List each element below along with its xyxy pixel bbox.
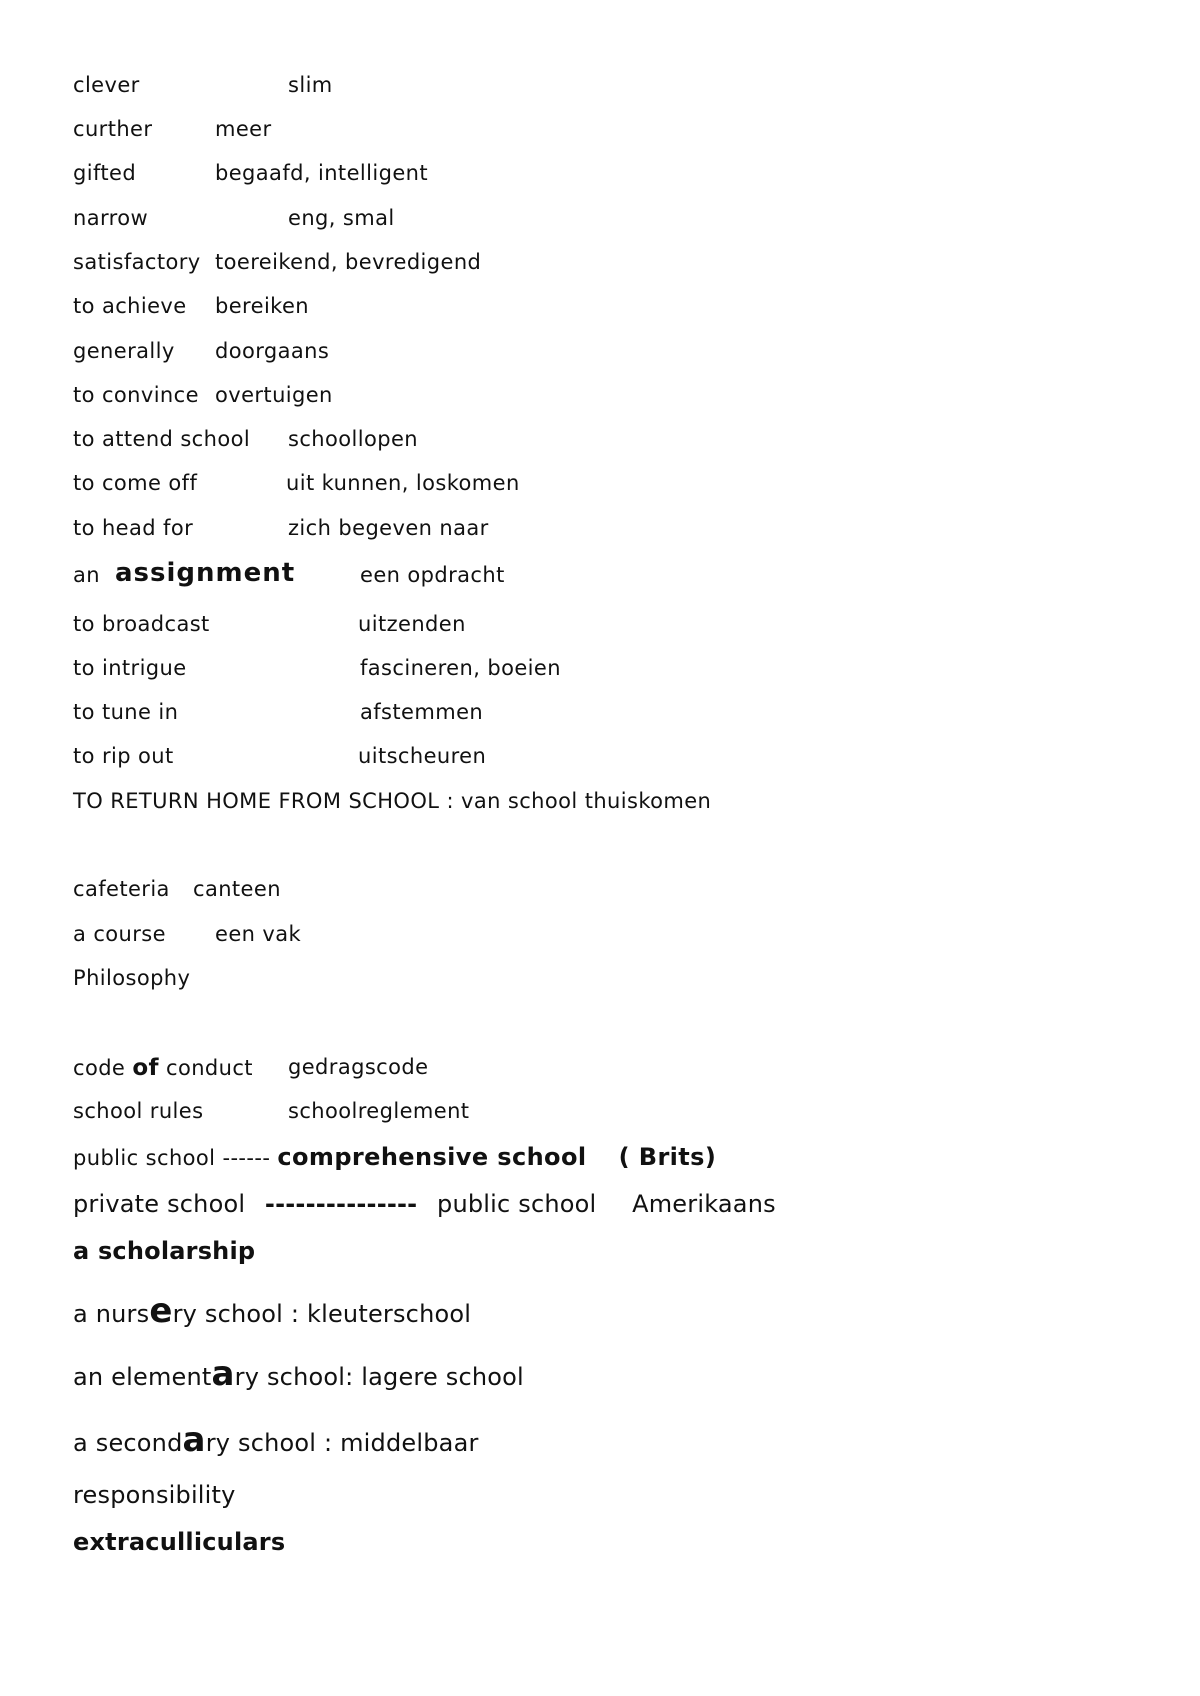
term-nl: canteen [193, 877, 281, 901]
code-of: of [132, 1055, 159, 1081]
term-nl: eng, smal [288, 206, 395, 230]
public-school-pre: public school ------ [73, 1146, 271, 1170]
term-en: curther [73, 117, 153, 141]
comprehensive-school: comprehensive school [277, 1143, 587, 1171]
elementary-accent: a [211, 1354, 235, 1394]
assignment-article: an [73, 563, 100, 587]
return-home-line: TO RETURN HOME FROM SCHOOL : van school thuiskomen [73, 789, 712, 813]
term-en: narrow [73, 206, 149, 230]
assignment-row [73, 558, 505, 588]
term-en: satisfactory [73, 250, 201, 274]
extracurriculars-line: extraculliculars [73, 1528, 286, 1556]
public-school-note: ( Brits) [618, 1143, 717, 1171]
term-en: to broadcast [73, 612, 210, 636]
term-en: to achieve [73, 294, 187, 318]
code-pre: code [73, 1056, 126, 1080]
public-school: public school [437, 1190, 597, 1218]
term-en: cafeteria [73, 877, 170, 901]
nursery-pre: a nurs [73, 1300, 150, 1328]
assignment-word: assignment [115, 558, 296, 588]
vocab-row [73, 161, 428, 185]
vocab-row [73, 250, 482, 274]
vocab-row [73, 877, 281, 901]
secondary-school-line [73, 1420, 479, 1460]
philosophy-line: Philosophy [73, 966, 191, 990]
nursery-accent: e [149, 1291, 173, 1331]
term-nl: schoolreglement [288, 1099, 470, 1123]
term-nl: begaafd, intelligent [215, 161, 428, 185]
term-en: generally [73, 339, 175, 363]
vocab-row [73, 206, 395, 230]
nursery-school-line [73, 1291, 472, 1331]
vocab-row [73, 339, 330, 363]
code-of-conduct-row [73, 1055, 429, 1081]
term-nl: uitzenden [358, 612, 466, 636]
code-post: conduct [166, 1056, 253, 1080]
nursery-post: ry school : kleuterschool [172, 1300, 472, 1328]
elementary-pre: an element [73, 1363, 212, 1391]
term-en: to tune in [73, 700, 179, 724]
private-school: private school [73, 1190, 246, 1218]
term-nl: bereiken [215, 294, 310, 318]
dashes: --------------- [264, 1190, 418, 1218]
term-nl: slim [288, 73, 333, 97]
vocab-row [73, 73, 333, 97]
term-en: to rip out [73, 744, 174, 768]
vocab-row [73, 656, 561, 680]
responsibility-line: responsibility [73, 1481, 236, 1509]
term-en: to intrigue [73, 656, 187, 680]
term-nl: schoollopen [288, 427, 418, 451]
vocab-row [73, 612, 466, 636]
term-nl: toereikend, bevredigend [215, 250, 482, 274]
public-school-row [73, 1143, 716, 1171]
term-en: to come off [73, 471, 198, 495]
vocab-row [73, 922, 302, 946]
vocab-row [73, 383, 333, 407]
secondary-post: ry school : middelbaar [205, 1429, 479, 1457]
term-nl: afstemmen [360, 700, 484, 724]
term-en: clever [73, 73, 140, 97]
vocab-row [73, 744, 487, 768]
elementary-post: ry school: lagere school [234, 1363, 524, 1391]
term-nl: uit kunnen, loskomen [286, 471, 520, 495]
vocab-row [73, 427, 418, 451]
term-en: to attend school [73, 427, 251, 451]
term-en: to convince [73, 383, 199, 407]
term-nl: zich begeven naar [288, 516, 489, 540]
vocab-row [73, 516, 489, 540]
secondary-accent: a [182, 1420, 206, 1460]
vocab-row [73, 700, 484, 724]
elementary-school-line [73, 1354, 524, 1394]
term-en: to head for [73, 516, 194, 540]
term-nl: een vak [215, 922, 302, 946]
term-nl: meer [215, 117, 272, 141]
vocab-row [73, 117, 272, 141]
term-en: school rules [73, 1099, 204, 1123]
scholarship-line: a scholarship [73, 1237, 256, 1265]
term-nl: doorgaans [215, 339, 330, 363]
secondary-pre: a second [73, 1429, 183, 1457]
term-en: a course [73, 922, 166, 946]
code-nl: gedragscode [288, 1055, 429, 1079]
term-nl: uitscheuren [358, 744, 487, 768]
vocab-row [73, 471, 520, 495]
vocab-row [73, 1099, 470, 1123]
term-nl: fascineren, boeien [360, 656, 561, 680]
private-school-note: Amerikaans [632, 1190, 776, 1218]
term-nl: overtuigen [215, 383, 333, 407]
private-school-row [73, 1190, 776, 1218]
vocab-row [73, 294, 310, 318]
term-en: gifted [73, 161, 137, 185]
assignment-nl: een opdracht [360, 563, 505, 587]
